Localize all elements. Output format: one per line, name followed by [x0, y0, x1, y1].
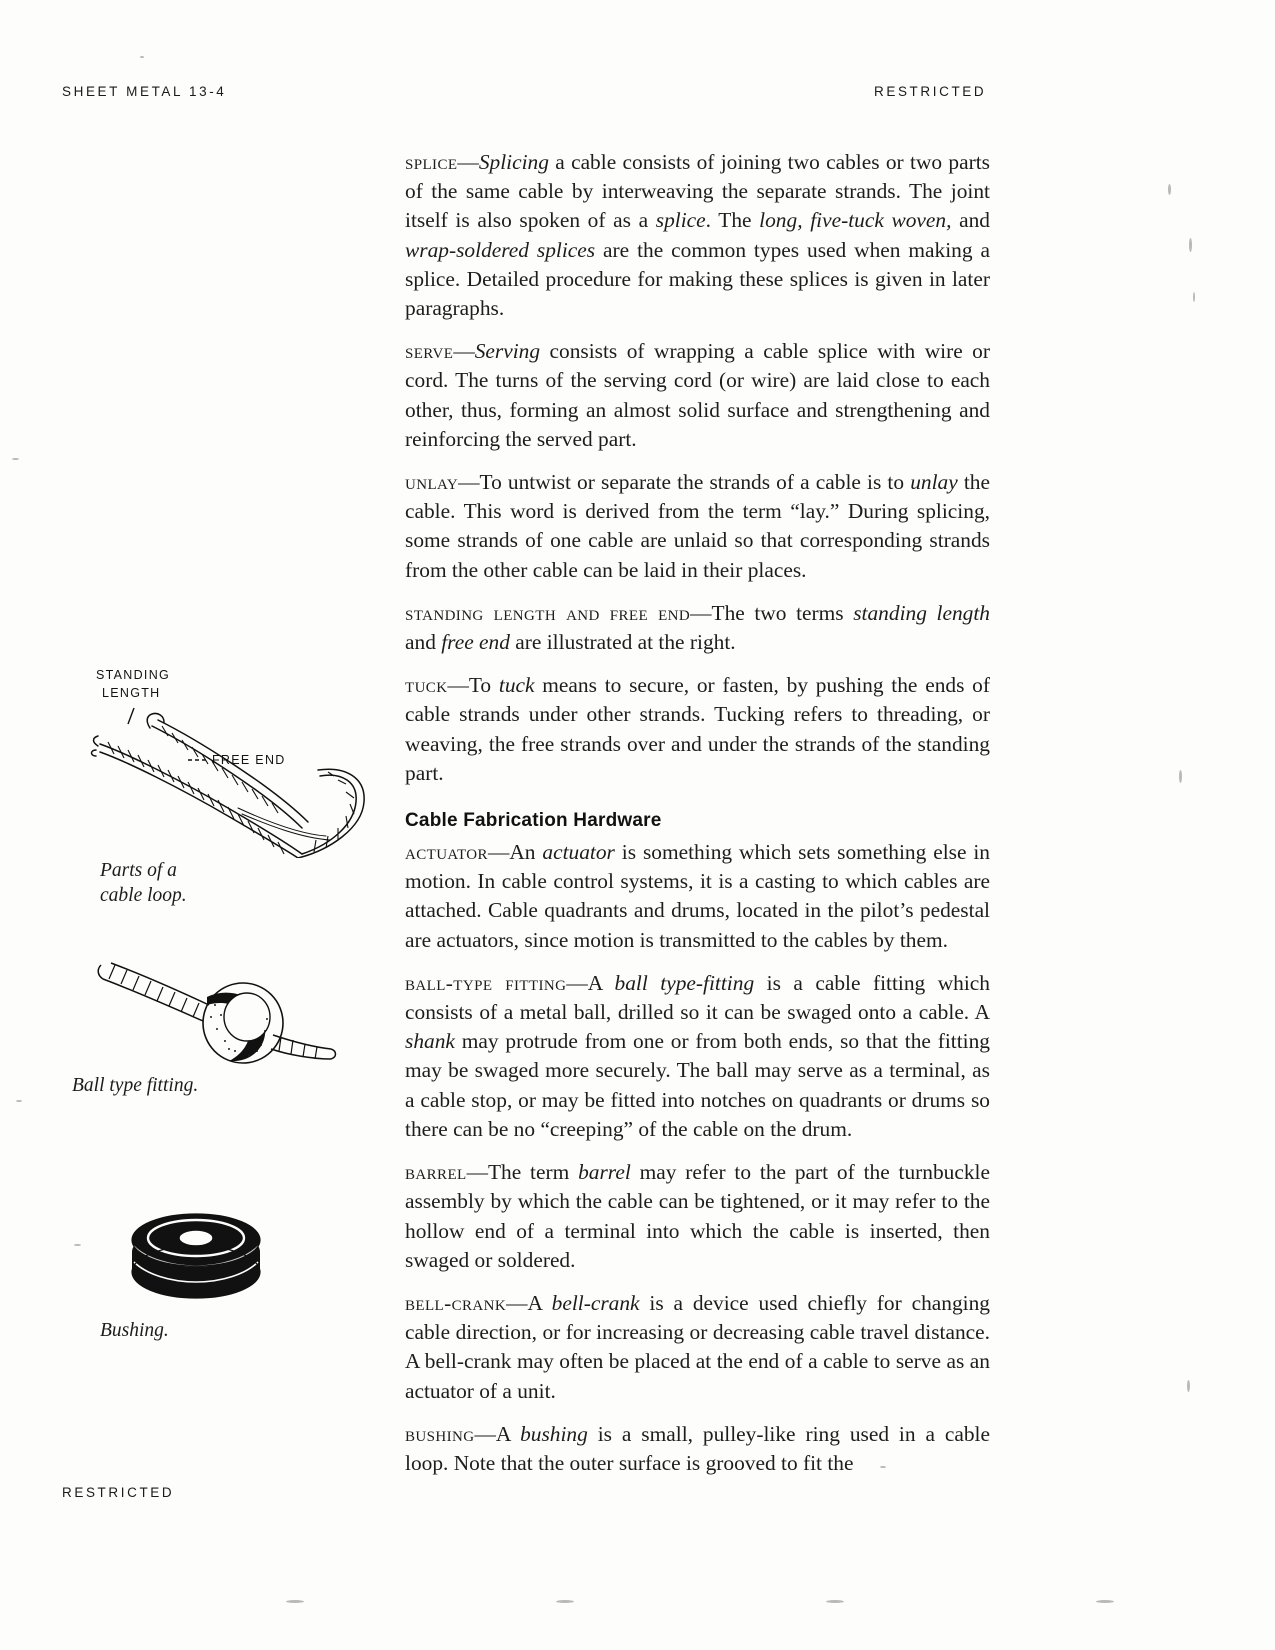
- scan-speck: [16, 1100, 22, 1102]
- scan-speck: [1096, 1600, 1114, 1603]
- scan-speck: [826, 1600, 844, 1603]
- paragraph-serve: serve—Serving consists of wrapping a cable splice with wire or cord. The turns of the serving cord (or wire) are laid close to each other, thus, forming an almost solid surface and strengthening and reinforcing the served part.: [405, 339, 990, 451]
- figure-caption-cable-loop-line1: Parts of a: [100, 860, 177, 881]
- figure-cable-loop: [88, 668, 378, 906]
- paragraph-barrel: barrel—The term barrel may refer to the part of the turnbuckle assembly by which the cable can be tightened, or it may refer to the hollow end of a terminal into which the cable is inserted, then swaged or soldered.: [405, 1160, 990, 1272]
- scan-speck: [12, 458, 19, 460]
- paragraph-unlay: unlay—To untwist or separate the strands of a cable is to unlay the cable. This word is derived from the term “lay.” During splicing, some strands of one cable are unlaid so that corresponding strands from the other cable can be laid in their places.: [405, 470, 990, 582]
- running-head-left: SHEET METAL 13-4: [62, 84, 227, 99]
- scan-speck: [556, 1600, 574, 1603]
- section-heading-cable-fabrication-hardware: Cable Fabrication Hardware: [405, 810, 662, 832]
- figure-label-free-end: FREE END: [212, 753, 286, 767]
- scan-speck: [1193, 292, 1195, 302]
- paragraph-tuck: tuck—To tuck means to secure, or fasten, by pushing the ends of cable strands under other strands. Tucking refers to threading, or weaving, the free strands over and under the strands of the standing part.: [405, 673, 990, 785]
- scan-speck: [286, 1600, 304, 1603]
- figure-ball-type-fitting: [72, 945, 365, 1105]
- body-text-column: [405, 148, 990, 1478]
- paragraph-ball-type-fitting: ball-type fitting—A ball type-fitting is a cable fitting which consists of a metal ball, drilled so it can be swaged onto a cable. A shank may protrude from one or from both ends, so that the fitting may be swaged more securely. The ball may serve as a terminal, as a cable stop, or may be fitted into notches on quadrants or drums so there can be no “creeping” of the cable on the drum.: [405, 970, 990, 1141]
- ball-type-fitting-illustration: [75, 945, 365, 1065]
- figure-caption-cable-loop-line2: cable loop.: [100, 885, 187, 906]
- paragraph-actuator: actuator—An actuator is something which sets something else in motion. In cable control systems, it is a casting to which cables are attached. Cable quadrants and drums, located in the pilot’s pedestal are actuators, since motion is transmitted to the cables by them.: [405, 840, 990, 952]
- scan-speck: [1187, 1380, 1190, 1392]
- paragraph-splice: splice—Splicing a cable consists of joining two cables or two parts of the same cable by interweaving the separate strands. The joint itself is also spoken of as a splice. The long, five-tuck woven, and wrap-soldered splices are the common types used when making a splice. Detailed procedure for making these splices is given in later paragraphs.: [405, 150, 990, 321]
- scan-speck: [1168, 184, 1171, 195]
- bushing-illustration: [98, 1200, 298, 1310]
- figure-caption-bushing: Bushing.: [100, 1320, 169, 1341]
- figure-label-length: LENGTH: [102, 686, 161, 700]
- scan-speck: [140, 56, 144, 58]
- page-footer-restricted: RESTRICTED: [62, 1485, 175, 1500]
- cable-loop-illustration: [88, 668, 378, 858]
- scan-speck: [880, 1466, 886, 1468]
- paragraph-bell-crank: bell-crank—A bell-crank is a device used chiefly for changing cable direction, or for increasing or decreasing cable travel distance. A bell-crank may often be placed at the end of a cable to serve as an actuator of a unit.: [405, 1290, 990, 1403]
- figure-bushing: [98, 1200, 328, 1360]
- scan-speck: [1189, 238, 1192, 252]
- paragraph-bushing: bushing—A bushing is a small, pulley-like ring used in a cable loop. Note that the outer surface is grooved to fit the: [405, 1421, 990, 1475]
- figure-label-standing: STANDING: [96, 668, 171, 682]
- paragraph-standing-length-free-end: standing length and free end—The two terms standing length and free end are illustrated at the right.: [405, 600, 990, 655]
- scan-speck: [74, 1244, 81, 1246]
- scan-speck: [1179, 770, 1182, 783]
- figure-caption-ball-type-fitting: Ball type fitting.: [72, 1075, 199, 1096]
- running-head-right: RESTRICTED: [874, 84, 987, 99]
